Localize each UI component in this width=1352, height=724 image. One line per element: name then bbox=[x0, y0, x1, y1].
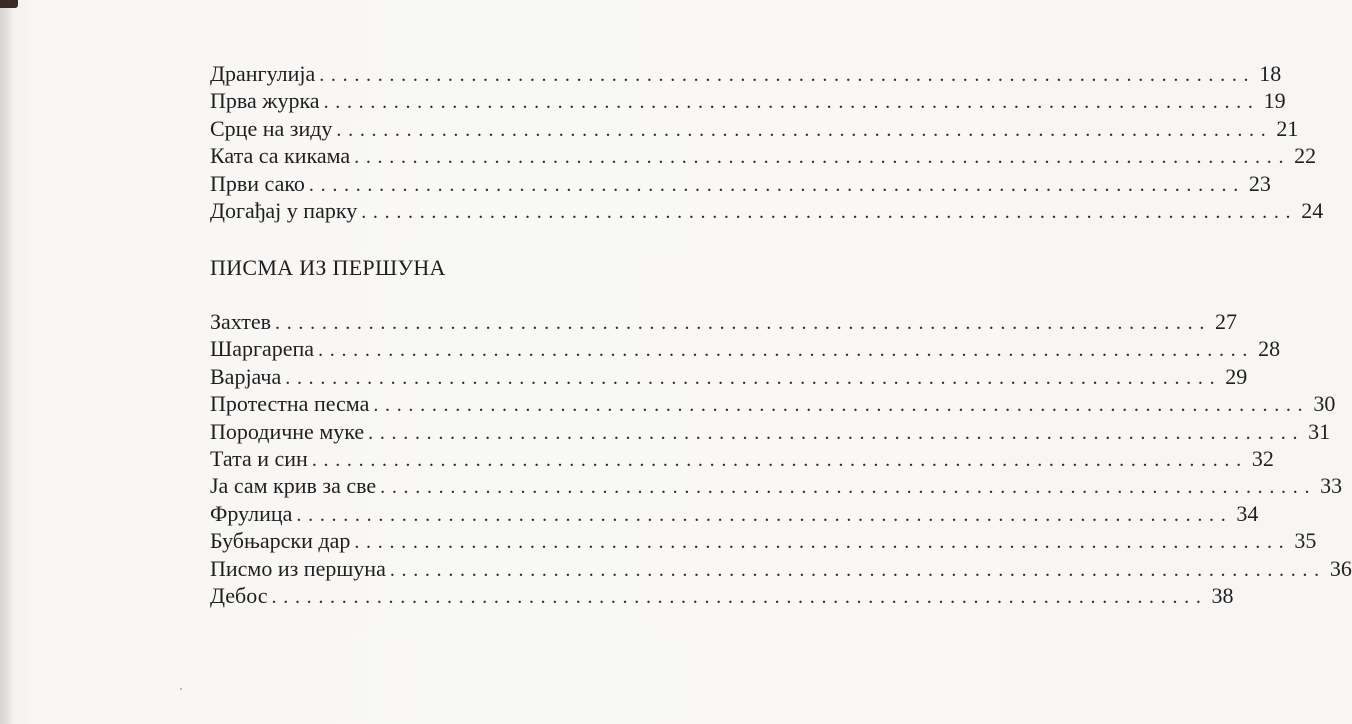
toc-entry-page: 34 bbox=[1236, 500, 1259, 526]
toc-entry bbox=[210, 170, 1271, 197]
toc-entry bbox=[210, 197, 1324, 224]
toc-entry-page: 32 bbox=[1251, 445, 1274, 471]
toc-entry-title: Захтев bbox=[210, 309, 272, 334]
toc-entry-title: Први сако bbox=[210, 170, 305, 196]
toc-entry bbox=[210, 555, 1352, 582]
dot-leader: ................................................................................ bbox=[311, 448, 1248, 471]
toc-entry-page: 18 bbox=[1259, 61, 1282, 86]
toc-entry-title: Протестна песма bbox=[210, 391, 370, 417]
toc-entry-title: Срце на зиду bbox=[210, 115, 333, 141]
toc-entry bbox=[210, 60, 1282, 87]
toc-entry-title: Дебос bbox=[210, 582, 268, 608]
toc-entry bbox=[210, 142, 1317, 169]
toc-entry-title: Писмо из першуна bbox=[210, 555, 386, 581]
toc-entry-page: 35 bbox=[1294, 528, 1317, 554]
toc-entry-page: 22 bbox=[1294, 143, 1317, 169]
dot-leader: ................................................................................ bbox=[296, 503, 1233, 526]
page-spine-shadow bbox=[0, 0, 14, 724]
dot-leader: ................................................................................ bbox=[319, 64, 1256, 86]
toc-entry-page: 36 bbox=[1329, 555, 1352, 581]
toc-entry bbox=[210, 87, 1286, 114]
dot-leader: ................................................................................ bbox=[354, 531, 1291, 554]
dot-leader: ................................................................................ bbox=[271, 585, 1208, 608]
toc-entry-page: 30 bbox=[1313, 391, 1336, 417]
toc-entry-page: 21 bbox=[1276, 115, 1299, 141]
dot-leader: ................................................................................ bbox=[285, 366, 1222, 389]
toc-entry-page: 33 bbox=[1320, 473, 1343, 499]
toc-entry-page: 19 bbox=[1263, 88, 1286, 114]
toc-entry bbox=[210, 363, 1248, 390]
toc-entry-title: Прва журка bbox=[210, 88, 320, 114]
toc-group-2 bbox=[210, 308, 1352, 609]
dot-leader: ................................................................................ bbox=[323, 91, 1260, 114]
dot-leader: ................................................................................ bbox=[373, 394, 1310, 417]
dot-leader: ................................................................................ bbox=[275, 312, 1212, 334]
dot-leader: ................................................................................ bbox=[361, 200, 1298, 223]
paper-speck bbox=[180, 688, 182, 690]
toc-entry-title: Ката са кикама bbox=[210, 143, 351, 169]
toc-entry-title: Варјача bbox=[210, 363, 282, 389]
dot-leader: ................................................................................ bbox=[380, 476, 1317, 499]
toc-entry-page: 38 bbox=[1211, 582, 1234, 608]
toc-entry bbox=[210, 527, 1317, 554]
dot-leader: ................................................................................ bbox=[368, 421, 1305, 444]
toc-entry-title: Фрулица bbox=[210, 500, 293, 526]
toc-entry bbox=[210, 445, 1274, 472]
toc-entry bbox=[210, 472, 1343, 499]
toc-entry-page: 31 bbox=[1308, 418, 1331, 444]
toc-group-1 bbox=[210, 60, 1324, 224]
toc-entry-page: 23 bbox=[1248, 170, 1271, 196]
toc-entry-title: Догађај у парку bbox=[210, 197, 358, 223]
toc-entry-page: 24 bbox=[1301, 197, 1324, 223]
toc-entry-page: 27 bbox=[1215, 309, 1238, 334]
toc-entry bbox=[210, 335, 1281, 362]
toc-entry bbox=[210, 115, 1299, 142]
dot-leader: ................................................................................ bbox=[336, 118, 1273, 141]
toc-entry bbox=[210, 500, 1259, 527]
toc-entry-title: Породичне муке bbox=[210, 418, 365, 444]
toc-entry bbox=[210, 308, 1238, 335]
toc-entry-page: 28 bbox=[1258, 336, 1281, 362]
dot-leader: ................................................................................ bbox=[308, 173, 1245, 196]
toc-entry-title: Шаргарепа bbox=[210, 336, 315, 362]
toc-entry-title: Тата и син bbox=[210, 445, 308, 471]
section-heading: ПИСМА ИЗ ПЕРШУНА bbox=[210, 255, 446, 280]
toc-entry-title: Бубњарски дар bbox=[210, 528, 351, 554]
toc-entry-title: Ја сам крив за све bbox=[210, 473, 377, 499]
corner-mark bbox=[0, 0, 18, 8]
toc-entry bbox=[210, 582, 1234, 609]
toc-entry-title: Дрангулија bbox=[210, 61, 316, 86]
dot-leader: ................................................................................ bbox=[389, 558, 1326, 581]
toc-entry-page: 29 bbox=[1225, 363, 1248, 389]
dot-leader: ................................................................................ bbox=[318, 339, 1255, 362]
toc-entry bbox=[210, 418, 1331, 445]
dot-leader: ................................................................................ bbox=[354, 146, 1291, 169]
toc-entry bbox=[210, 390, 1336, 417]
